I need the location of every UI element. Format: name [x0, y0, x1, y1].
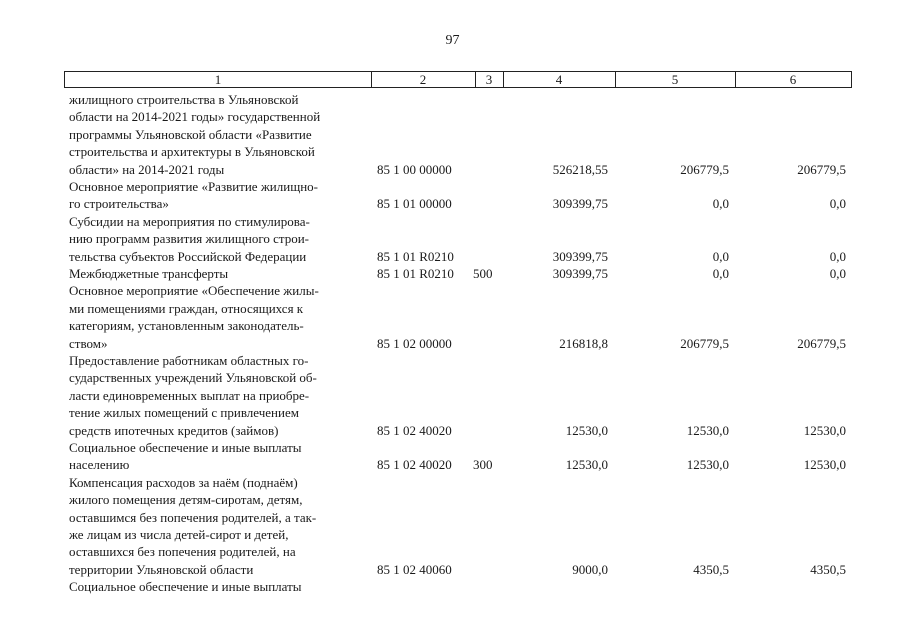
description-line: тельства субъектов Российской Федерации — [69, 248, 307, 264]
row-value-col4: 526218,55 — [552, 161, 608, 177]
row-description — [69, 474, 366, 578]
description-line: же лицам из числа детей-сирот и детей, — [69, 526, 289, 542]
description-line: Социальное обеспечение и иные выплаты — [69, 579, 302, 595]
row-value-col5: 0,0 — [712, 266, 729, 281]
row-description — [69, 282, 366, 352]
row-description — [69, 578, 366, 595]
row-value-col4: 12530,0 — [565, 457, 608, 473]
row-value-col5: 0,0 — [712, 248, 729, 264]
row-expense-type: 300 — [473, 457, 493, 473]
row-description — [69, 439, 366, 474]
header-col-6: 6 — [789, 72, 797, 87]
row-value-col5: 206779,5 — [680, 335, 729, 351]
header-col-3: 3 — [485, 72, 493, 87]
row-value-col4 — [505, 578, 608, 595]
description-line: жилого помещения детям-сиротам, детям, — [69, 492, 303, 508]
description-line: ством» — [69, 335, 108, 351]
row-value-col6: 4350,5 — [810, 561, 846, 577]
row-value-col4: 216818,8 — [559, 335, 608, 351]
page-number: 97 — [445, 33, 460, 48]
description-line: ласти единовременных выплат на приобре- — [69, 387, 310, 403]
description-line: оставшимся без попечения родителей, а так- — [69, 509, 317, 525]
row-code: 85 1 00 00000 — [377, 161, 452, 177]
description-line: области на 2014-2021 годы» государственной — [69, 109, 321, 125]
row-value-col6: 12530,0 — [803, 457, 846, 473]
description-line: Социальное обеспечение и иные выплаты — [69, 440, 302, 455]
description-line: Компенсация расходов за наём (поднаём) — [69, 474, 298, 490]
description-line: населению — [69, 457, 130, 473]
header-col-2: 2 — [419, 72, 427, 87]
row-description — [69, 178, 366, 213]
description-line: категориям, установленным законодатель- — [69, 318, 304, 334]
row-code: 85 1 01 00000 — [377, 196, 452, 212]
description-line: тение жилых помещений с привлечением — [69, 405, 299, 421]
row-expense-type: 500 — [473, 266, 493, 281]
row-description — [69, 265, 366, 282]
row-description — [69, 213, 366, 265]
description-line: сударственных учреждений Ульяновской об- — [69, 370, 317, 386]
row-value-col5: 0,0 — [712, 196, 729, 212]
row-value-col4: 9000,0 — [572, 561, 608, 577]
row-value-col6: 206779,5 — [797, 161, 846, 177]
row-value-col4: 309399,75 — [552, 248, 608, 264]
row-value-col5 — [618, 578, 729, 595]
description-line: Основное мероприятие «Развитие жилищно- — [69, 179, 319, 194]
description-line: Межбюджетные трансферты — [69, 266, 229, 281]
row-value-col6 — [738, 578, 846, 595]
row-value-col6: 0,0 — [829, 248, 846, 264]
description-line: программы Ульяновской области «Развитие — [69, 126, 312, 142]
row-value-col6: 0,0 — [829, 196, 846, 212]
row-value-col4: 309399,75 — [552, 266, 608, 281]
row-value-col5: 4350,5 — [693, 561, 729, 577]
description-line: Предоставление работникам областных го- — [69, 353, 309, 368]
row-value-col5: 12530,0 — [686, 457, 729, 473]
description-line: Субсидии на мероприятия по стимулирова- — [69, 213, 310, 229]
row-code: 85 1 02 40020 — [377, 422, 452, 438]
row-description — [69, 91, 366, 178]
row-code: 85 1 02 40020 — [377, 457, 452, 473]
header-col-4: 4 — [555, 72, 563, 87]
row-code: 85 1 01 R0210 — [377, 266, 454, 281]
description-line: нию программ развития жилищного строи- — [69, 231, 310, 247]
row-code: 85 1 01 R0210 — [377, 248, 454, 264]
description-line: Основное мероприятие «Обеспечение жилы- — [69, 283, 319, 299]
row-value-col5: 12530,0 — [686, 422, 729, 438]
row-code: 85 1 02 40060 — [377, 561, 452, 577]
description-line: жилищного строительства в Ульяновской — [69, 92, 299, 107]
description-line: области» на 2014-2021 годы — [69, 161, 225, 177]
row-description — [69, 352, 366, 439]
description-line: го строительства» — [69, 196, 169, 212]
row-value-col5: 206779,5 — [680, 161, 729, 177]
description-line: территории Ульяновской области — [69, 561, 254, 577]
row-value-col6: 12530,0 — [803, 422, 846, 438]
row-value-col4: 12530,0 — [565, 422, 608, 438]
description-line: ми помещениями граждан, относящихся к — [69, 300, 304, 316]
description-line: оставшихся без попечения родителей, на — [69, 544, 296, 560]
row-value-col6: 206779,5 — [797, 335, 846, 351]
header-col-1: 1 — [214, 72, 222, 87]
row-value-col6: 0,0 — [829, 266, 846, 281]
description-line: строительства и архитектуры в Ульяновской — [69, 144, 315, 160]
table-header-row — [64, 71, 852, 88]
row-code: 85 1 02 00000 — [377, 335, 452, 351]
description-line: средств ипотечных кредитов (займов) — [69, 422, 279, 438]
header-col-5: 5 — [671, 72, 679, 87]
row-value-col4: 309399,75 — [552, 196, 608, 212]
